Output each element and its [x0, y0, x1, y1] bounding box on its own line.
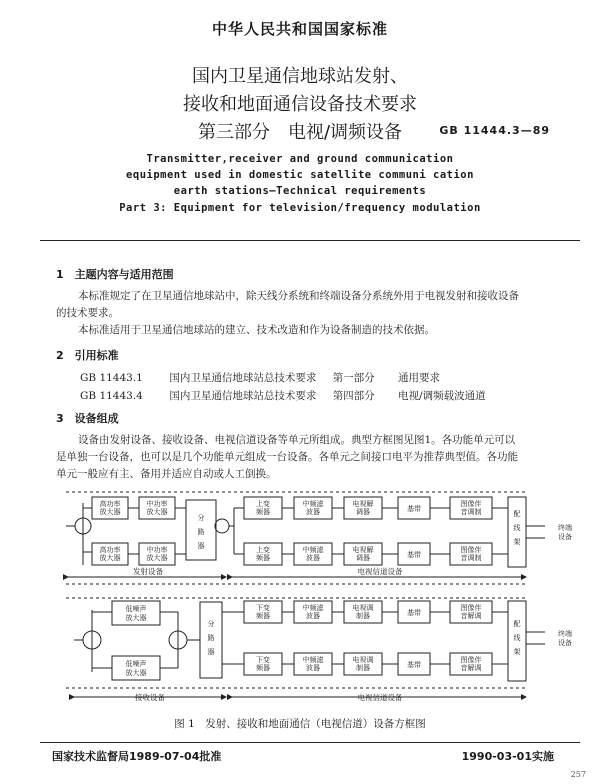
- mod-label-2: 电视调: [352, 656, 374, 664]
- hpa-label-1: 高功率: [99, 500, 121, 508]
- baseband-label-1: 基带: [407, 505, 421, 513]
- section-3-line3: 单元一般应有主、备用并适应自动或人工倒换。: [56, 468, 277, 480]
- hpa-label-2b: 放大器: [99, 554, 121, 562]
- if-filter-label-4b: 波器: [306, 664, 320, 672]
- lna-label-1: 低噪声: [125, 605, 147, 613]
- if-filter-label-2b: 波器: [306, 554, 320, 562]
- mod-label-1: 电视调: [352, 604, 374, 612]
- hpa-label-1b: 放大器: [99, 508, 121, 516]
- country-title: 中华人民共和国国家标准: [211, 20, 388, 38]
- doc-title-line2: 接收和地面通信设备技术要求: [183, 94, 417, 115]
- if-filter-label-1: 中频滤: [302, 500, 324, 508]
- lna-label-1b: 放大器: [125, 614, 147, 622]
- mpa-label-2b: 放大器: [146, 554, 168, 562]
- figure-caption: 图 1 发射、接收和地面通信（电视信道）设备方框图: [174, 718, 426, 730]
- section-2-heading: 2 引用标准: [56, 349, 119, 362]
- img-demod-label-2b: 音解调: [460, 664, 482, 672]
- tx-equipment-label: 发射设备: [133, 567, 163, 576]
- section-1-para1-line1: 本标准规定了在卫星通信地球站中，除天线分系统和终端设备分系统外用于电视发射和接收设备: [78, 290, 519, 302]
- if-filter-label-3: 中频滤: [302, 604, 324, 612]
- terminal-rx-label: 终端: [558, 630, 572, 638]
- upconv-label-1b: 频器: [256, 508, 270, 516]
- lna-label-2: 低噪声: [125, 660, 147, 668]
- section-1-para1-line2: 的技术要求。: [56, 307, 119, 319]
- ref-title: 国内卫星通信地球站总技术要求: [169, 390, 317, 402]
- section-1-para2: 本标准适用于卫星通信地球站的建立、技术改造和作为设备制造的技术依据。: [78, 324, 435, 336]
- section-1-heading: 1 主题内容与适用范围: [56, 268, 174, 281]
- english-title-line4: Part 3: Equipment for television/frequency modulation: [119, 202, 481, 214]
- if-filter-label-1b: 波器: [306, 508, 320, 516]
- doc-title-line1: 国内卫星通信地球站发射、: [192, 66, 408, 87]
- section-3-line1: 设备由发射设备、接收设备、电视信道设备等单元所组成。典型方框图见图1。各功能单元可以: [78, 434, 516, 446]
- img-demod-label-1b: 音解调: [460, 612, 482, 620]
- terminal-rx-label-b: 设备: [558, 639, 572, 647]
- ref-name: 通用要求: [398, 372, 441, 384]
- if-filter-label-4: 中频滤: [302, 656, 324, 664]
- ref-part: 第四部分: [332, 390, 375, 402]
- baseband-label-2: 基带: [407, 551, 421, 559]
- demod-label-1b: 调器: [356, 508, 370, 516]
- demod-label-1: 电视解: [352, 500, 374, 508]
- ref-title: 国内卫星通信地球站总技术要求: [169, 372, 317, 384]
- standard-code: GB 11444.3—89: [439, 124, 550, 137]
- img-mod-label-2: 图像伴: [460, 546, 482, 554]
- mod-label-1b: 制器: [356, 612, 370, 620]
- hpa-label-2: 高功率: [99, 546, 121, 554]
- section-3-heading: 3 设备组成: [56, 412, 119, 425]
- ref-part: 第一部分: [332, 372, 375, 384]
- ref-name: 电视/调频载波通道: [398, 390, 486, 402]
- mpa-label-2: 中功率: [146, 546, 168, 554]
- dist-frame-tx-label: 配线架: [513, 510, 521, 546]
- section-3-line2: 是单独一台设备，也可以是几个功能单元组成一台设备。各单元之间接口电平为推荐典型值。各功能: [56, 451, 518, 463]
- demod-label-2: 电视解: [352, 546, 374, 554]
- upconv-label-2: 上变: [256, 546, 270, 554]
- downconv-label-2: 下变: [256, 656, 270, 664]
- downconv-label-1: 下变: [256, 604, 270, 612]
- page-number: 257: [570, 770, 586, 779]
- img-mod-label-1b: 音调制: [460, 508, 482, 516]
- tv-channel-label-2: 电视信道设备: [357, 693, 403, 702]
- english-title-line2: equipment used in domestic satellite communi cation: [126, 169, 474, 181]
- mpa-label-1b: 放大器: [146, 508, 168, 516]
- footer-divider: [40, 742, 580, 743]
- lna-label-2b: 放大器: [125, 669, 147, 677]
- downconv-label-1b: 频器: [256, 612, 270, 620]
- mpa-label-1: 中功率: [146, 500, 168, 508]
- mod-label-2b: 制器: [356, 664, 370, 672]
- terminal-tx-label: 终端: [558, 524, 572, 532]
- splitter-tx-label: 分路器: [197, 514, 205, 550]
- implementation-note: 1990-03-01实施: [461, 750, 554, 763]
- if-filter-label-2: 中频滤: [302, 546, 324, 554]
- img-demod-label-2: 图像伴: [460, 656, 482, 664]
- baseband-label-3: 基带: [407, 609, 421, 617]
- baseband-label-4: 基带: [407, 661, 421, 669]
- english-title-line3: earth stations—Technical requirements: [173, 185, 427, 197]
- doc-title-line3: 第三部分 电视/调频设备: [197, 122, 403, 143]
- demod-label-2b: 调器: [356, 554, 370, 562]
- dist-frame-rx-label: 配线架: [513, 620, 521, 656]
- upconv-label-2b: 频器: [256, 554, 270, 562]
- terminal-tx-label-b: 设备: [558, 533, 572, 541]
- approval-note: 国家技术监督局1989-07-04批准: [52, 750, 222, 763]
- ref-code: GB 11443.4: [80, 390, 143, 402]
- img-mod-label-2b: 音调制: [460, 554, 482, 562]
- img-mod-label-1: 图像伴: [460, 500, 482, 508]
- upconv-label-1: 上变: [256, 500, 270, 508]
- rx-equipment-label: 接收设备: [135, 693, 165, 702]
- img-demod-label-1: 图像伴: [460, 604, 482, 612]
- tv-channel-label-1: 电视信道设备: [357, 567, 403, 576]
- downconv-label-2b: 频器: [256, 664, 270, 672]
- ref-code: GB 11443.1: [80, 372, 143, 384]
- splitter-rx-label: 分路器: [207, 620, 215, 656]
- if-filter-label-3b: 波器: [306, 612, 320, 620]
- english-title-line1: Transmitter,receiver and ground communication: [146, 153, 454, 165]
